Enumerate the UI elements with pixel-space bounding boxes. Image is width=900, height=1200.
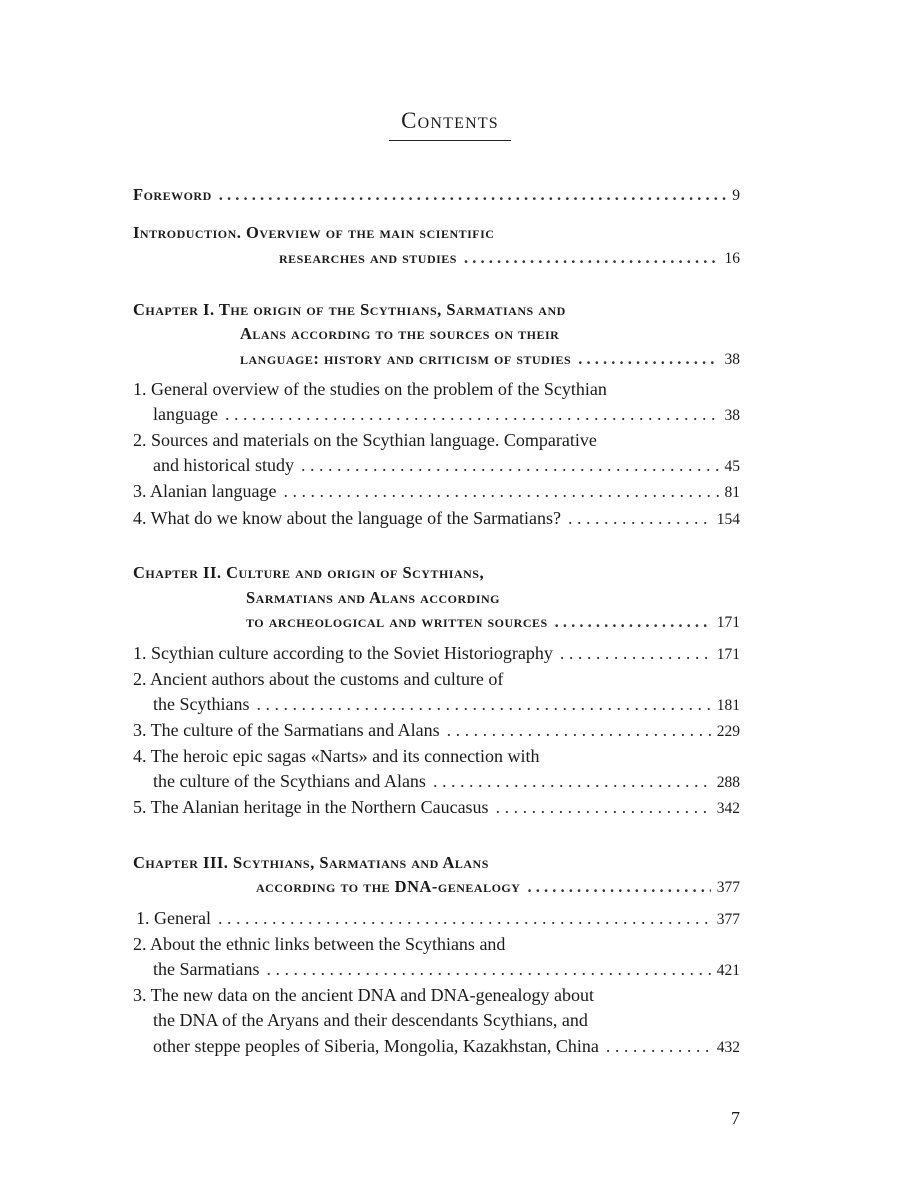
page-number: 377 — [716, 879, 740, 896]
dot-leader — [225, 404, 719, 425]
entry-label: 3. The culture of the Sarmatians and Alans — [133, 720, 440, 740]
dot-leader — [527, 877, 710, 897]
entry-label: language — [153, 404, 218, 424]
ch3-item3-line1: 3. The new data on the ancient DNA and DNA-genealogy about — [133, 985, 595, 1005]
toc-entry-ch2-item4[interactable] — [153, 771, 740, 796]
entry-label: and historical study — [153, 455, 294, 475]
toc-entry-ch1-item2[interactable] — [153, 455, 740, 480]
page-number: 229 — [716, 723, 740, 740]
ch1-item2-line1: 2. Sources and materials on the Scythian language. Comparative — [133, 430, 597, 450]
page-number: 38 — [724, 407, 740, 424]
page-number: 288 — [716, 774, 740, 791]
ch2-item4-line1: 4. The heroic epic sagas «Narts» and its connection with — [133, 746, 540, 766]
dot-leader — [301, 455, 719, 476]
entry-label: 5. The Alanian heritage in the Northern Caucasus — [133, 797, 489, 817]
page-number: 16 — [724, 250, 740, 267]
toc-entry-ch2-item5[interactable] — [133, 797, 740, 822]
entry-label: the Sarmatians — [153, 959, 260, 979]
page-number: 154 — [716, 511, 740, 528]
page-number: 181 — [716, 697, 740, 714]
toc-entry-ch3-item1[interactable] — [136, 908, 740, 933]
page-number: 171 — [716, 614, 740, 631]
dot-leader — [555, 612, 711, 632]
page-number: 171 — [716, 646, 740, 663]
toc-entry-ch1-item4[interactable] — [133, 508, 740, 533]
page-number: 342 — [716, 800, 740, 817]
chapter2-heading-line1: Chapter II. Culture and origin of Scythians, — [133, 563, 485, 582]
toc-entry-chapter2[interactable] — [246, 612, 740, 637]
entry-label: other steppe peoples of Siberia, Mongolia, Kazakhstan, China — [153, 1036, 599, 1056]
toc-entry-ch2-item3[interactable] — [133, 720, 740, 745]
entry-label: language: history and criticism of studies — [240, 349, 572, 368]
toc-entry-chapter3[interactable] — [256, 877, 740, 902]
page-number: 9 — [732, 187, 740, 204]
chapter1-heading-line2: Alans according to the sources on their — [240, 324, 560, 343]
toc-entry-ch3-item2[interactable] — [153, 959, 740, 984]
entry-label: 1. General — [136, 908, 211, 928]
dot-leader — [464, 248, 719, 268]
entry-label: Foreword — [133, 185, 212, 204]
ch2-item2-line1: 2. Ancient authors about the customs and culture of — [133, 669, 504, 689]
entry-label: the Scythians — [153, 694, 250, 714]
page-folio: 7 — [731, 1108, 740, 1128]
toc-entry-introduction[interactable] — [279, 248, 740, 273]
dot-leader — [496, 797, 711, 818]
page-number: 377 — [716, 911, 740, 928]
dot-leader — [606, 1036, 711, 1057]
entry-label: 3. Alanian language — [133, 481, 277, 501]
entry-label: the culture of the Scythians and Alans — [153, 771, 426, 791]
page-number: 81 — [724, 484, 740, 501]
page-number: 45 — [724, 458, 740, 475]
dot-leader — [447, 720, 711, 741]
page-number: 38 — [724, 351, 740, 368]
dot-leader — [578, 349, 718, 369]
toc-entry-ch2-item1[interactable] — [133, 643, 740, 668]
chapter2-heading-line2: Sarmatians and Alans according — [246, 588, 501, 607]
entry-label: to archeological and written sources — [246, 612, 548, 631]
contents-title: Contents — [0, 108, 900, 141]
dot-leader — [218, 908, 711, 929]
entry-label: researches and studies — [279, 248, 457, 267]
dot-leader — [257, 694, 711, 715]
toc-entry-ch1-item3[interactable] — [133, 481, 740, 506]
toc-entry-chapter1[interactable] — [240, 349, 740, 374]
ch1-item1-line1: 1. General overview of the studies on the problem of the Scythian — [133, 379, 607, 399]
dot-leader — [433, 771, 711, 792]
toc-entry-foreword[interactable] — [133, 185, 740, 210]
ch3-item3-line2: the DNA of the Aryans and their descendants Scythians, and — [153, 1010, 588, 1030]
toc-entry-ch3-item3[interactable] — [153, 1036, 740, 1061]
entry-label: according to the DNA-genealogy — [256, 877, 521, 896]
dot-leader — [568, 508, 711, 529]
toc-entry-introduction-line1: Introduction. Overview of the main scientific — [133, 223, 495, 242]
dot-leader — [283, 481, 718, 502]
ch3-item2-line1: 2. About the ethnic links between the Scythians and — [133, 934, 506, 954]
toc-entry-ch1-item1[interactable] — [153, 404, 740, 429]
entry-label: 1. Scythian culture according to the Soviet Historiography — [133, 643, 553, 663]
chapter3-heading-line1: Chapter III. Scythians, Sarmatians and Alans — [133, 853, 489, 872]
dot-leader — [219, 185, 727, 205]
entry-label: 4. What do we know about the language of the Sarmatians? — [133, 508, 562, 528]
page-number: 421 — [716, 962, 740, 979]
page-number: 432 — [716, 1039, 740, 1056]
toc-entry-ch2-item2[interactable] — [153, 694, 740, 719]
dot-leader — [560, 643, 711, 664]
chapter1-heading-line1: Chapter I. The origin of the Scythians, Sarmatians and — [133, 300, 566, 319]
dot-leader — [266, 959, 710, 980]
